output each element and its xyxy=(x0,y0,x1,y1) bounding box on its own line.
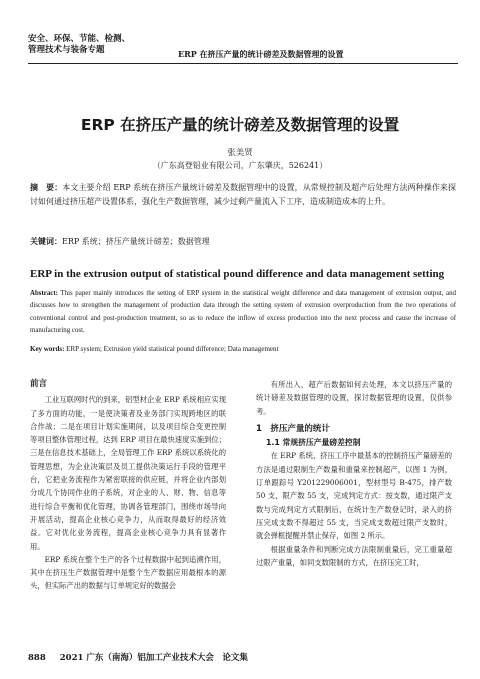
body-paragraph: 在 ERP 系统，挤压工序中最基本的控制挤压产量磅差的方法是通过限制生产数量和重量来控制超产，以图 1 为例，订单跟踪号 Y201229006001，型材型号 B-475，排产数 50 支，限产数 55 支，完成判定方式：按支数，通过限产支数与完成判定方式限制后，在统计生产数登记时，录入的挤压完成支数不得超过 55 支，当完成支数超过限产支数时，就会弹框提醒并禁止保存，如图 2 所示。 xyxy=(256,451,452,541)
journal-line-2: 管理技术与装备专题 xyxy=(28,45,105,55)
abstract-cn xyxy=(30,181,456,209)
keywords-en xyxy=(30,345,456,353)
author: 张美贤 xyxy=(227,148,253,158)
journal-section-label xyxy=(28,34,130,56)
page-number: 888 xyxy=(28,653,46,663)
header-rule xyxy=(28,63,458,64)
running-title: ERP 在挤压产量的统计磅差及数据管理的设置 xyxy=(178,49,344,59)
keywords-en-label: Key words: xyxy=(30,345,65,353)
section-1-1-heading: 1.1 常规挤压产量磅差控制 xyxy=(266,438,361,448)
journal-line-1: 安全、环保、节能、检测、 xyxy=(28,34,131,44)
body-column-left xyxy=(30,378,226,593)
body-paragraph: ERP 系统在整个生产的各个过程数据中起到追溯作用，其中在挤压生产数据管理中是整个生产数据应用最根本的源头，但实际产出的数据与订单规定好的数据会 xyxy=(30,554,226,591)
abstract-en xyxy=(30,288,456,338)
page-footer xyxy=(28,651,248,663)
abstract-cn-text: 本文主要介绍 ERP 系统在挤压产量统计磅差及数据管理中的设置，从常规控制及超产后处理方法两种操作来探讨如何通过挤压超产设置体系，强化生产数据管理，减少过剩产量流入下工序，造成制造成本的上升。 xyxy=(30,183,457,206)
body-paragraph: 工业互联网时代的到来，铝型材企业 ERP 系统相应实现了多方面的功能，一是使决策者及业务部门实现跨地区的联合作战；二是在项目计划实施期间，以及项目综合变更控制等项目整体管理过程，达到 ERP 项目在最快速度实施到位；三是在信息技术基础上，全局管理工作 ERP 系统以系统化的管理思想，为企业决策层及员工提供决策运行手段的管理平台，它把业务流程作为紧密联接的供应链，并将企业内部划分成几个协同作业的子系统，对企业的人、财、物、信息等进行综合平衡和优化管理，协调各管理部门，围绕市场导向开展活动，提高企业核心竞争力，从而取得最好的经济效益。它对优化业务流程，提高企业核心竞争力具有显著作用。 xyxy=(30,395,226,551)
abstract-cn-label: 摘 要： xyxy=(30,183,63,192)
paper-title-cn: ERP 在挤压产量的统计磅差及数据管理的设置 xyxy=(80,116,400,134)
running-header xyxy=(28,34,458,64)
abstract-en-label: Abstract: xyxy=(30,290,58,297)
paper-title-en: ERP in the extrusion output of statistical pound difference and data management setting xyxy=(30,268,445,280)
body-paragraph: 根据重量条件和判断完成方法限制重量后，完工重量超过限产重量，如同支数限制的方式，在挤压完工时， xyxy=(256,544,452,567)
keywords-cn-label: 关键词： xyxy=(30,237,62,246)
footer-text: 2021 广东（南海）铝加工产业技术大会 论文集 xyxy=(59,653,248,663)
affiliation: （广东高登铝业有限公司，广东肇庆，526241） xyxy=(152,161,328,170)
keywords-cn xyxy=(30,236,456,247)
keywords-cn-text: ERP 系统；挤压产量统计磅差；数据管理 xyxy=(62,237,210,246)
body-paragraph: 有所出入，超产后数据如何去处理，本文以挤压产量的统计磅差及数据管理的设置，探讨数据管理的设置，仅供参考。 xyxy=(256,380,452,416)
section-1-heading: 1 挤压产量的统计 xyxy=(256,423,330,434)
keywords-en-text: ERP system; Extrusion yield statistical pound difference; Data management xyxy=(64,345,279,353)
body-column-right xyxy=(256,378,452,569)
abstract-en-text: This paper mainly introduces the setting of ERP system in the statistical weight difference and data management of extrusion output, and discusses how to strengthen the management of production data through the setting system of extrusion overproduction from the two operations of conventional control and post-production treatment, so as to reduce the inflow of excess production into the next process and cause the increase of manufacturing cost. xyxy=(30,290,456,335)
preface-heading: 前言 xyxy=(30,379,48,389)
